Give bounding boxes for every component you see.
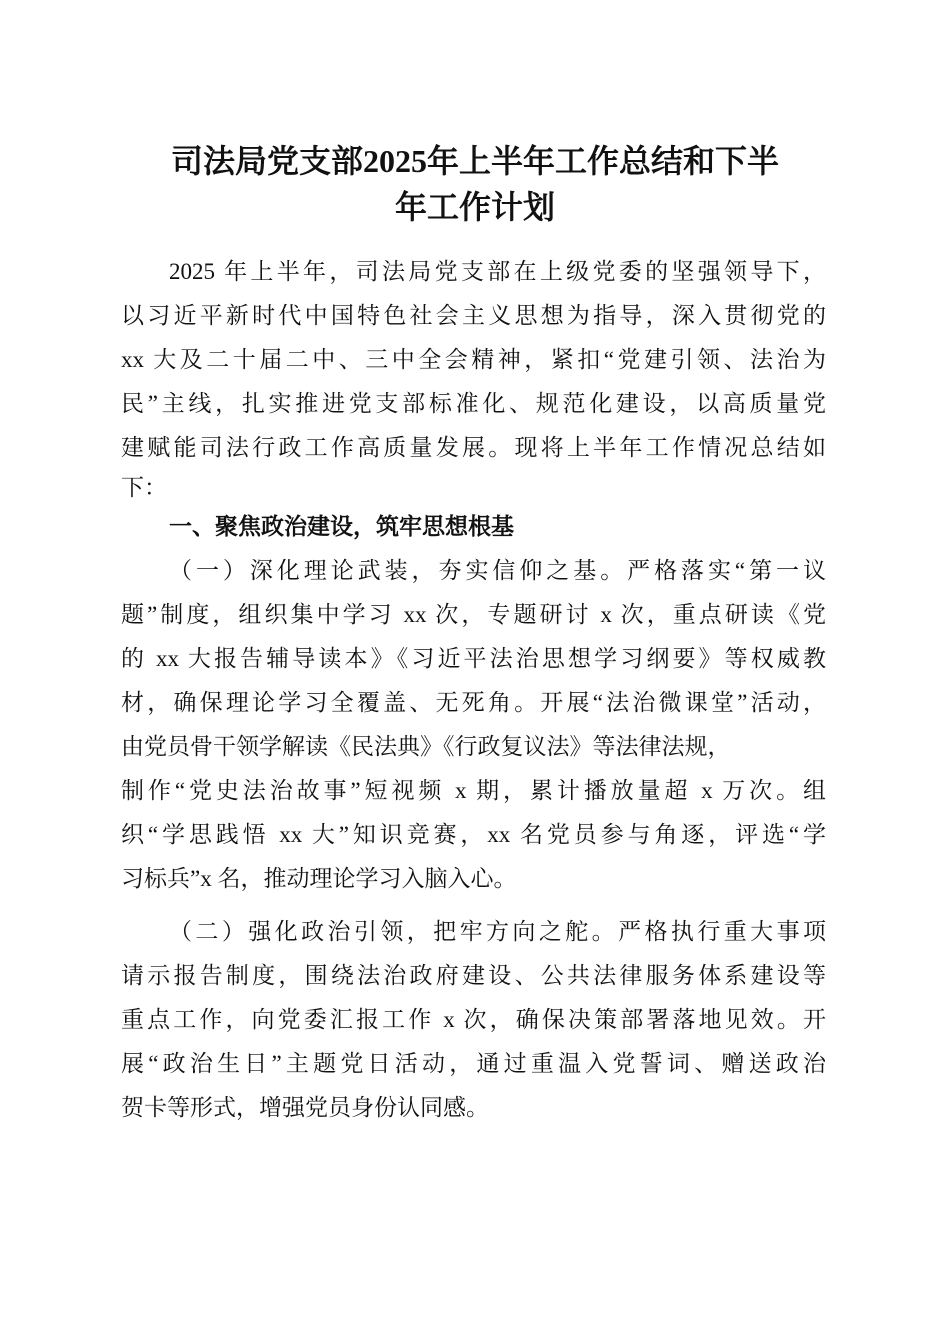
- subsection-1-paragraph: [121, 549, 826, 901]
- text-line: （二）强化政治引领，把牢方向之舵。严格执行重大事项: [169, 919, 826, 944]
- text-line: 织“学思践悟 xx 大”知识竞赛，xx 名党员参与角逐，评选“学: [121, 822, 826, 847]
- document-body: [121, 250, 826, 1130]
- text-line: 由党员骨干领学解读《民法典》《行政复议法》等法律法规，: [121, 734, 731, 759]
- text-line: 请示报告制度，围绕法治政府建设、公共法律服务体系建设等: [121, 963, 826, 988]
- title-line-1: 司法局党支部2025年上半年工作总结和下半: [170, 143, 779, 179]
- text-line: 题”制度，组织集中学习 xx 次，专题研讨 x 次，重点研读《党: [121, 602, 826, 627]
- text-line: 重点工作，向党委汇报工作 x 次，确保决策部署落地见效。开: [121, 1007, 826, 1032]
- text-line: 展“政治生日”主题党日活动，通过重温入党誓词、赠送政治: [121, 1051, 826, 1076]
- text-line: 的 xx 大报告辅导读本》《习近平法治思想学习纲要》等权威教: [121, 646, 826, 671]
- text-line: xx 大及二十届二中、三中全会精神，紧扣“党建引领、法治为: [121, 347, 826, 372]
- section-heading: 一、聚焦政治建设，筑牢思想根基: [169, 514, 514, 539]
- text-line: 材，确保理论学习全覆盖、无死角。开展“法治微课堂”活动，: [121, 690, 826, 715]
- text-line: 民”主线，扎实推进党支部标准化、规范化建设，以高质量党: [121, 391, 826, 416]
- text-line: 2025 年上半年，司法局党支部在上级党委的坚强领导下，: [169, 259, 826, 284]
- text-line: （一）深化理论武装，夯实信仰之基。严格落实“第一议: [169, 558, 826, 583]
- title-line-2: 年工作计划: [394, 189, 555, 225]
- text-line: 习标兵”x 名，推动理论学习入脑入心。: [121, 866, 517, 891]
- text-line: 下：: [121, 475, 167, 500]
- intro-paragraph: [121, 250, 826, 505]
- text-line: 以习近平新时代中国特色社会主义思想为指导，深入贯彻党的: [121, 303, 826, 328]
- text-line: 贺卡等形式，增强党员身份认同感。: [121, 1095, 489, 1120]
- text-line: 制作“党史法治故事”短视频 x 期，累计播放量超 x 万次。组: [121, 778, 826, 803]
- text-line: 建赋能司法行政工作高质量发展。现将上半年工作情况总结如: [121, 435, 826, 460]
- document-title: [100, 138, 850, 230]
- subsection-2-paragraph: [121, 910, 826, 1130]
